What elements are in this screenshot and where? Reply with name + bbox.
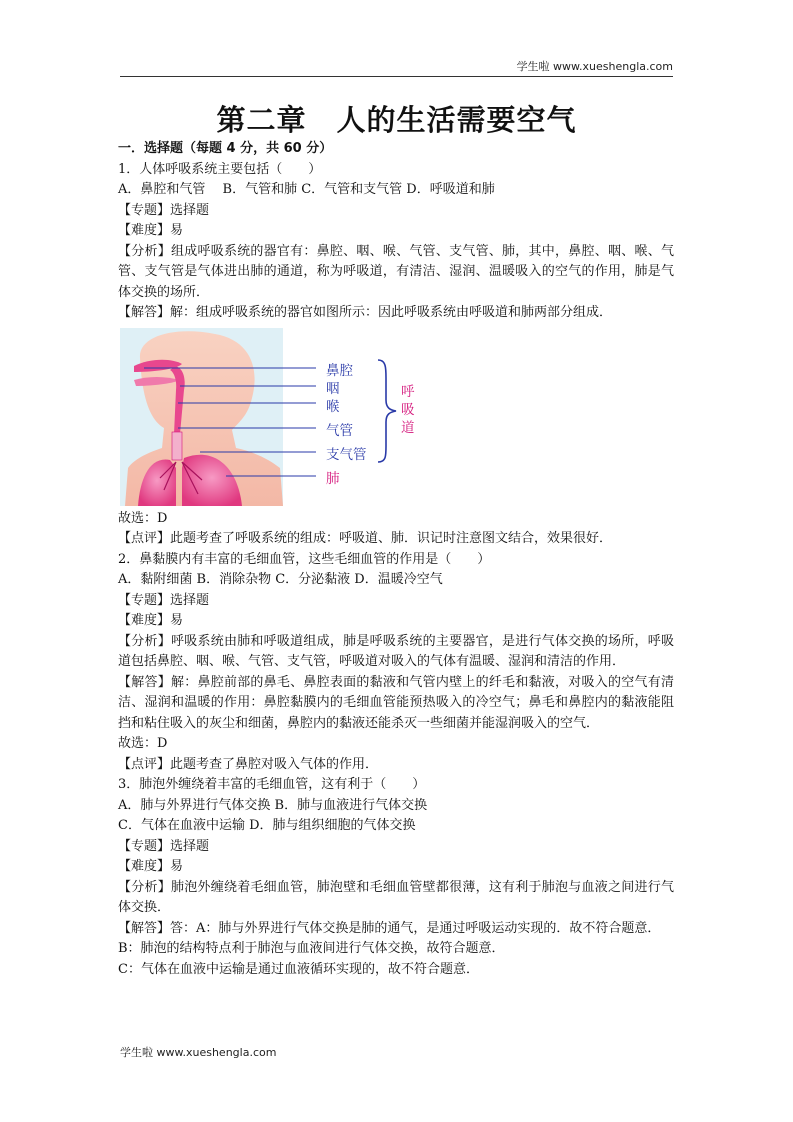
q2-answer: 故选：D bbox=[118, 736, 168, 751]
q2-options: A．黏附细菌 B．消除杂物 C．分泌黏液 D．温暖冷空气 bbox=[118, 572, 443, 587]
label-pharynx: 咽 bbox=[326, 380, 340, 397]
q1-solution: 【解答】解：组成呼吸系统的器官如图所示：因此呼吸系统由呼吸道和肺两部分组成． bbox=[118, 305, 613, 320]
content bbox=[118, 139, 674, 980]
page-title: 第二章 人的生活需要空气 bbox=[216, 103, 577, 137]
q1-comment: 【点评】此题考查了呼吸系统的组成：呼吸道、肺．识记时注意图文结合，效果很好． bbox=[118, 531, 613, 546]
header-rule bbox=[120, 76, 673, 77]
label-bronchi: 支气管 bbox=[326, 446, 367, 463]
q3-difficulty: 【难度】易 bbox=[118, 859, 184, 874]
q3-options-cd: C．气体在血液中运输 D．肺与组织细胞的气体交换 bbox=[118, 818, 416, 833]
label-lung: 肺 bbox=[326, 470, 340, 487]
label-larynx: 喉 bbox=[326, 398, 340, 415]
q2-solution: 【解答】解：鼻腔前部的鼻毛、鼻腔表面的黏液和气管内壁上的纤毛和黏液，对吸入的空气有清洁、湿润和温暖的作用：鼻腔黏膜内的毛细血管能预热吸入的冷空气；鼻毛和鼻腔内的黏液能阻挡和粘住吸入的灰尘和细菌，鼻腔内的黏液还能杀灭一些细菌并能湿润吸入的空气． bbox=[118, 674, 674, 731]
q2-topic: 【专题】选择题 bbox=[118, 592, 210, 608]
q2-comment: 【点评】此题考查了鼻腔对吸入气体的作用． bbox=[118, 756, 379, 772]
trachea-shape bbox=[172, 432, 182, 460]
q2-difficulty: 【难度】易 bbox=[118, 613, 184, 628]
q3-solution-c: C：气体在血液中运输是通过血液循环实现的，故不符合题意． bbox=[118, 961, 479, 977]
q1-analysis: 【分析】组成呼吸系统的器官有：鼻腔、咽、喉、气管、支气管、肺，其中，鼻腔、咽、喉、气管、支气管是气体进出肺的通道，称为呼吸道，有清洁、湿润、温暖吸入的空气的作用，肺是气体交换的场所． bbox=[118, 243, 674, 300]
label-trachea: 气管 bbox=[326, 422, 353, 439]
label-nasal-cavity: 鼻腔 bbox=[326, 362, 353, 379]
q3-analysis: 【分析】肺泡外缠绕着毛细血管，肺泡壁和毛细血管壁都很薄，这有利于肺泡与血液之间进行气体交换． bbox=[118, 879, 674, 915]
q3-solution-b: B：肺泡的结构特点利于肺泡与血液间进行气体交换，故符合题意． bbox=[118, 941, 505, 956]
q3-stem: 3．肺泡外缠绕着丰富的毛细血管，这有利于（ ） bbox=[118, 777, 426, 792]
respiratory-system-figure bbox=[120, 328, 420, 506]
header-brand: 学生啦 www.xueshengla.com bbox=[516, 60, 673, 73]
q2-stem: 2．鼻黏膜内有丰富的毛细血管，这些毛细血管的作用是（ ） bbox=[118, 551, 491, 567]
q1-stem: 1．人体呼吸系统主要包括（ ） bbox=[118, 161, 322, 177]
respiratory-illustration bbox=[120, 328, 420, 506]
q1-topic: 【专题】选择题 bbox=[118, 202, 210, 218]
q2-analysis: 【分析】呼吸系统由肺和呼吸道组成，肺是呼吸系统的主要器官，是进行气体交换的场所，呼吸道包括鼻腔、咽、喉、气管、支气管，呼吸道对吸入的气体有温暖、湿润和清洁的作用． bbox=[118, 633, 674, 669]
q1-difficulty: 【难度】易 bbox=[118, 223, 184, 238]
q3-solution: 【解答】答：A：肺与外界进行气体交换是肺的通气，是通过呼吸运动实现的．故不符合题意． bbox=[118, 920, 661, 936]
section-heading: 一．选择题（每题 4 分，共 60 分） bbox=[118, 141, 333, 156]
footer-brand: 学生啦 www.xueshengla.com bbox=[120, 1046, 277, 1059]
label-airway-group: 呼吸道 bbox=[401, 383, 415, 436]
airway-bracket bbox=[378, 360, 396, 462]
q3-topic: 【专题】选择题 bbox=[118, 838, 210, 854]
q1-answer: 故选：D bbox=[118, 510, 168, 526]
q1-options: A．鼻腔和气管 B．气管和肺 C．气管和支气管 D．呼吸道和肺 bbox=[118, 182, 495, 197]
q3-options-ab: A．肺与外界进行气体交换 B．肺与血液进行气体交换 bbox=[118, 797, 428, 813]
